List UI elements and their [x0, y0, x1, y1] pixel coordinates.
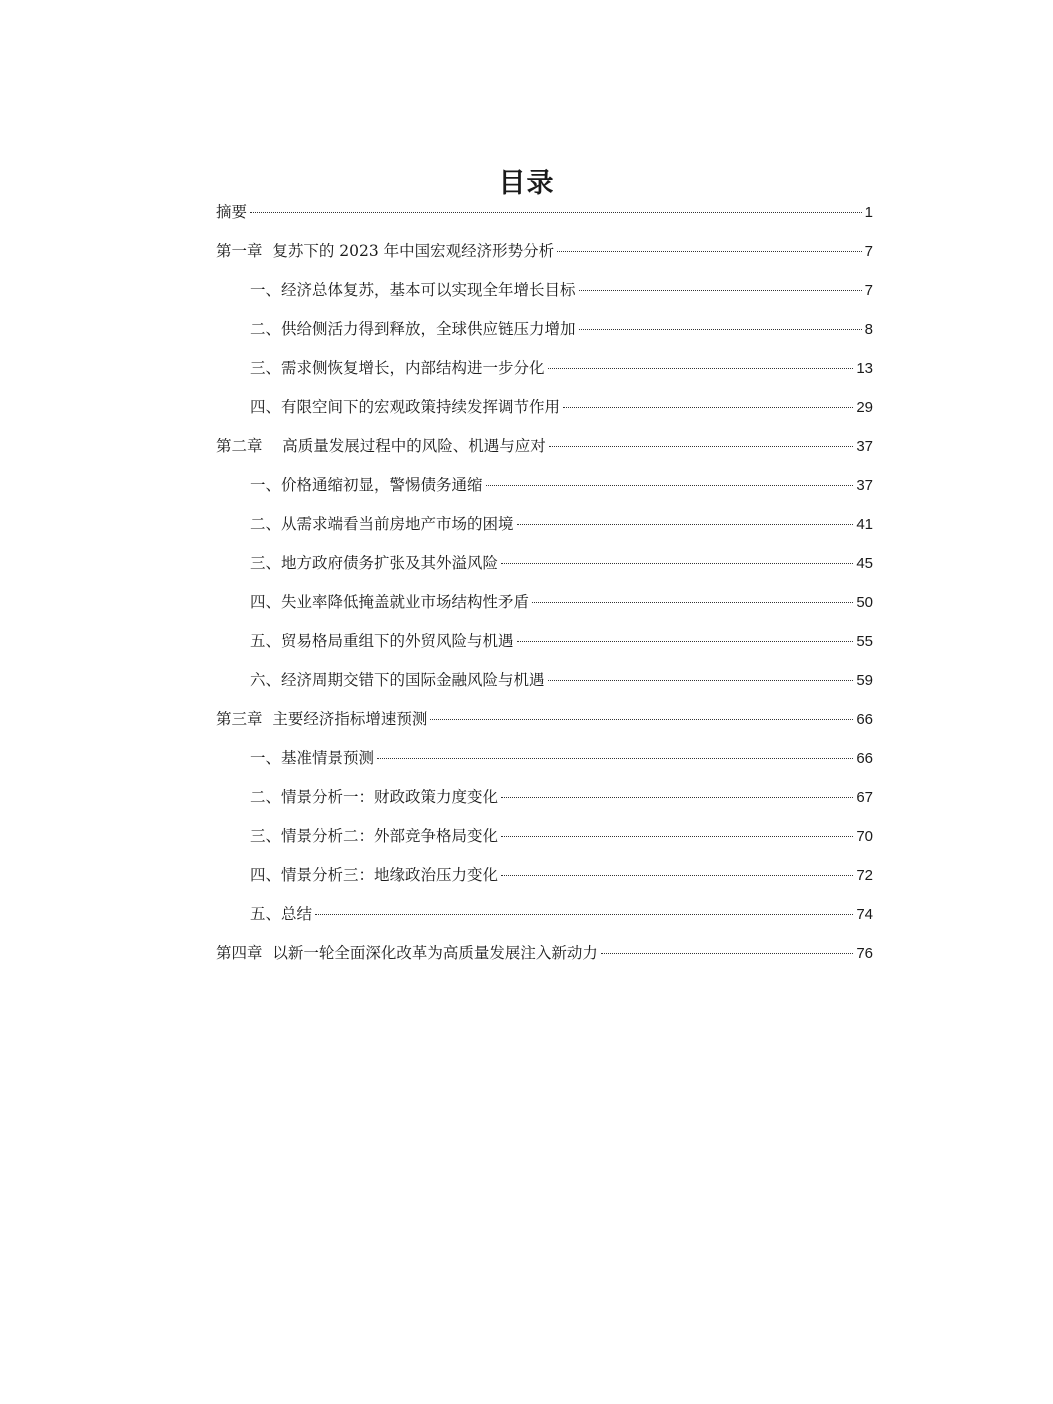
toc-page-number: 45 [856, 555, 873, 572]
toc-entry[interactable] [216, 739, 873, 778]
toc-entry[interactable] [216, 193, 873, 232]
toc-entry-label: 二、供给侧活力得到释放，全球供应链压力增加 [250, 320, 576, 338]
toc-page-number: 70 [856, 828, 873, 845]
toc-page-number: 13 [856, 360, 873, 377]
toc-entry[interactable] [216, 778, 873, 817]
dot-leader [579, 329, 862, 330]
toc-entry[interactable] [216, 505, 873, 544]
toc-page-number: 1 [864, 204, 873, 221]
page-title: 目录 [498, 168, 555, 200]
dot-leader [501, 836, 853, 837]
toc-entry-label: 一、经济总体复苏，基本可以实现全年增长目标 [250, 281, 576, 299]
toc-page-number: 76 [856, 945, 873, 962]
dot-leader [549, 446, 854, 447]
toc-entry-label: 摘要 [216, 203, 248, 221]
dot-leader [501, 797, 853, 798]
toc-entry[interactable] [216, 388, 873, 427]
toc-entry-label: 第三章 主要经济指标增速预测 [216, 710, 428, 728]
toc-entry[interactable] [216, 895, 873, 934]
dot-leader [548, 368, 854, 369]
dot-leader [532, 602, 853, 603]
toc-entry-label: 三、需求侧恢复增长，内部结构进一步分化 [250, 359, 545, 377]
toc-entry-label: 四、有限空间下的宏观政策持续发挥调节作用 [250, 398, 561, 416]
toc-entry[interactable] [216, 934, 873, 973]
toc-page-number: 59 [856, 672, 873, 689]
toc-entry-label: 四、失业率降低掩盖就业市场结构性矛盾 [250, 593, 530, 611]
toc-page-number: 67 [856, 789, 873, 806]
dot-leader [377, 758, 853, 759]
toc-entry-label: 六、经济周期交错下的国际金融风险与机遇 [250, 671, 545, 689]
toc-entry[interactable] [216, 700, 873, 739]
toc-page-number: 29 [856, 399, 873, 416]
toc-entry-label: 三、地方政府债务扩张及其外溢风险 [250, 554, 499, 572]
dot-leader [250, 212, 862, 213]
toc-page-number: 8 [864, 321, 873, 338]
toc-entry[interactable] [216, 232, 873, 271]
toc-page-number: 74 [856, 906, 873, 923]
toc-entry[interactable] [216, 622, 873, 661]
toc-entry[interactable] [216, 544, 873, 583]
toc-entry-label: 第二章 高质量发展过程中的风险、机遇与应对 [216, 437, 546, 455]
dot-leader [315, 914, 853, 915]
toc-entry[interactable] [216, 349, 873, 388]
toc-page-number: 50 [856, 594, 873, 611]
toc-entry[interactable] [216, 583, 873, 622]
toc-entry[interactable] [216, 817, 873, 856]
toc-page-number: 37 [856, 477, 873, 494]
dot-leader [579, 290, 862, 291]
toc-entry-label: 一、价格通缩初显，警惕债务通缩 [250, 476, 483, 494]
toc-page-number: 7 [864, 243, 873, 260]
toc-entry[interactable] [216, 427, 873, 466]
dot-leader [517, 641, 854, 642]
dot-leader [563, 407, 853, 408]
toc-page-number: 72 [856, 867, 873, 884]
toc-page-number: 41 [856, 516, 873, 533]
toc-page-number: 55 [856, 633, 873, 650]
table-of-contents [216, 193, 873, 973]
dot-leader [601, 953, 853, 954]
toc-entry-label: 五、贸易格局重组下的外贸风险与机遇 [250, 632, 514, 650]
toc-page-number: 66 [856, 711, 873, 728]
dot-leader [557, 251, 862, 252]
toc-page-number: 7 [864, 282, 873, 299]
toc-entry-label: 一、基准情景预测 [250, 749, 375, 767]
toc-entry-label: 二、从需求端看当前房地产市场的困境 [250, 515, 514, 533]
toc-entry[interactable] [216, 271, 873, 310]
toc-entry-label: 四、情景分析三：地缘政治压力变化 [250, 866, 499, 884]
toc-page-number: 37 [856, 438, 873, 455]
toc-entry[interactable] [216, 466, 873, 505]
toc-entry[interactable] [216, 856, 873, 895]
toc-entry-label: 三、情景分析二：外部竞争格局变化 [250, 827, 499, 845]
toc-entry-label: 二、情景分析一：财政政策力度变化 [250, 788, 499, 806]
dot-leader [486, 485, 854, 486]
dot-leader [517, 524, 854, 525]
toc-entry-label: 第四章 以新一轮全面深化改革为高质量发展注入新动力 [216, 944, 598, 962]
dot-leader [430, 719, 853, 720]
dot-leader [501, 875, 853, 876]
dot-leader [501, 563, 853, 564]
toc-entry[interactable] [216, 661, 873, 700]
toc-entry[interactable] [216, 310, 873, 349]
toc-page-number: 66 [856, 750, 873, 767]
dot-leader [548, 680, 854, 681]
toc-entry-label: 第一章 复苏下的 2023 年中国宏观经济形势分析 [216, 242, 555, 260]
toc-entry-label: 五、总结 [250, 905, 313, 923]
